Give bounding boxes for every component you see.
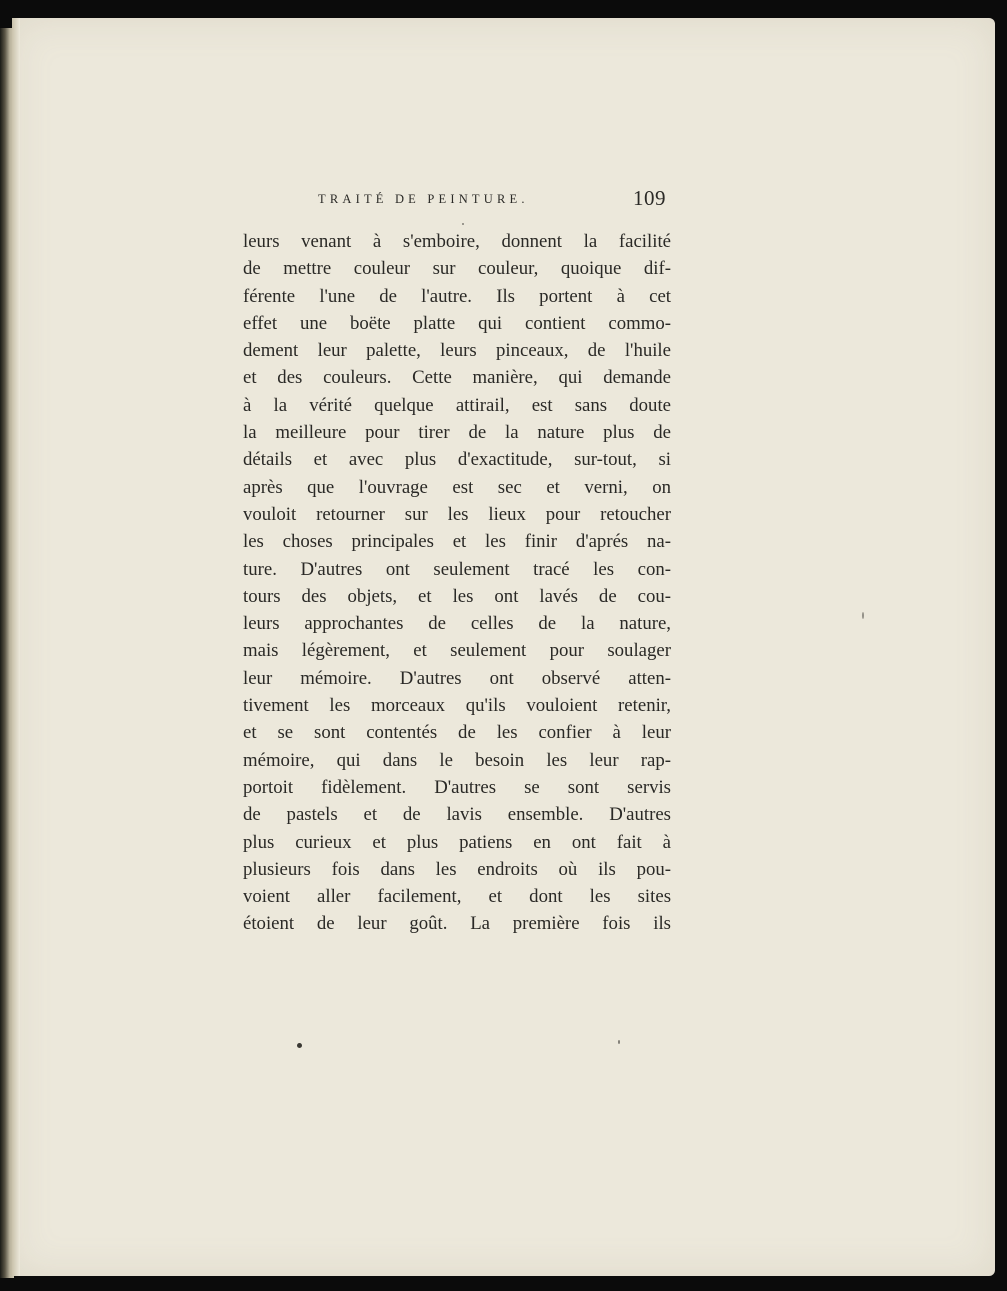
- text-line: voient aller facilement, et dont les sites: [243, 886, 671, 908]
- text-line: vouloit retourner sur les lieux pour retoucher: [243, 503, 671, 525]
- page-number: 109: [633, 186, 666, 210]
- text-line: les choses principales et les finir d'aprés na-: [243, 531, 671, 553]
- paper-speck: [462, 223, 464, 225]
- text-line: mais légèrement, et seulement pour soulager: [243, 640, 671, 662]
- text-line: détails et avec plus d'exactitude, sur-tout, si: [243, 449, 671, 471]
- text-line: plus curieux et plus patiens en ont fait à: [243, 831, 671, 853]
- text-line: tours des objets, et les ont lavés de cou-: [243, 585, 671, 607]
- text-line: la meilleure pour tirer de la nature plus de: [243, 422, 671, 444]
- body-text: [243, 228, 671, 938]
- paper-speck: [297, 1043, 302, 1048]
- running-head: [318, 186, 666, 210]
- text-line: à la vérité quelque attirail, est sans doute: [243, 394, 671, 416]
- text-line: dement leur palette, leurs pinceaux, de l'huile: [243, 340, 671, 362]
- text-line: tivement les morceaux qu'ils vouloient retenir,: [243, 695, 671, 717]
- text-line: portoit fidèlement. D'autres se sont servis: [243, 776, 671, 798]
- text-line: effet une boëte platte qui contient commo-: [243, 312, 671, 334]
- text-line: étoient de leur goût. La première fois ils: [243, 913, 671, 935]
- text-line: mémoire, qui dans le besoin les leur rap-: [243, 749, 671, 771]
- running-title: TRAITÉ DE PEINTURE.: [318, 192, 529, 206]
- text-line: après que l'ouvrage est sec et verni, on: [243, 476, 671, 498]
- text-line: et se sont contentés de les confier à leur: [243, 722, 671, 744]
- text-line: leur mémoire. D'autres ont observé atten-: [243, 667, 671, 689]
- page-gutter: [12, 18, 20, 1276]
- text-line: de mettre couleur sur couleur, quoique dif-: [243, 258, 671, 280]
- text-line: férente l'une de l'autre. Ils portent à cet: [243, 285, 671, 307]
- text-line: leurs approchantes de celles de la nature,: [243, 613, 671, 635]
- text-line: plusieurs fois dans les endroits où ils pou-: [243, 858, 671, 880]
- text-line: leurs venant à s'emboire, donnent la facilité: [243, 231, 671, 252]
- text-line: ture. D'autres ont seulement tracé les con-: [243, 558, 671, 580]
- text-line: de pastels et de lavis ensemble. D'autres: [243, 804, 671, 826]
- paper-speck: [862, 612, 864, 619]
- paper-speck: [618, 1040, 620, 1044]
- text-line: et des couleurs. Cette manière, qui demande: [243, 367, 671, 389]
